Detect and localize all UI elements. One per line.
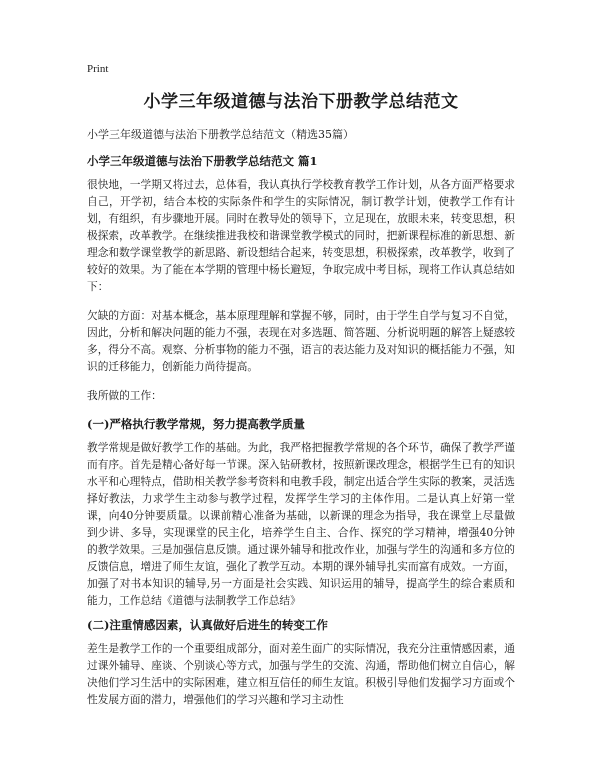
paragraph-teaching-routine: 教学常规是做好教学工作的基础。为此，我严格把握教学常规的各个环节，确保了教学严谨而有序。首先是精心备好每一节课。深入钻研教材，按照新课改理念，根据学生已有的知识水平和心理特点，借助相关教学参考资料和电教手段，制定出适合学生实际的教案，灵活选择好教法，力求学生主动参与教学过程，发挥学生学习的主体作用。二是认真上好第一堂课，向40分钟要质量。以课前精心准备为基础，以新课的理念为指导，我在课堂上尽量做到少讲、多导，实现课堂的民主化，培养学生自主、合作、探究的学习精神，增强40分钟的教学效果。三是加强信息反馈。通过课外辅导和批改作业，加强与学生的沟通和多方位的反馈信息，增进了师生友谊，强化了教学互动。本期的课外辅导扎实而富有成效。一方面，加强了对书本知识的辅导,另一方面是社会实践、知识运用的辅导，提高学生的综合素质和能力，工作总结《道德与法制教学工作总结》: [87, 441, 515, 607]
section-title: 小学三年级道德与法治下册教学总结范文 篇1: [87, 154, 318, 168]
subheading-emotional-factors: (二)注重情感因素，认真做好后进生的转变工作: [87, 618, 328, 632]
paragraph-emotional-factors: 差生是教学工作的一个重要组成部分，面对差生面广的实际情况，我充分注重情感因素，通过课外辅导、座谈、个别谈心等方式，加强与学生的交流、沟通，帮助他们树立自信心，解决他们学习生活中的实际困难，建立相互信任的师生友谊。积极引导他们发掘学习方面或个性发展方面的潜力，增强他们的学习兴趣和学习主动性: [87, 642, 515, 706]
paragraph-shortcomings: 欠缺的方面：对基本概念，基本原理理解和掌握不够，同时，由于学生自学与复习不自觉，因此，分析和解决问题的能力不强，表现在对多选题、简答题、分析说明题的解答上疑惑较多，得分不高。观察、分析事物的能力不强，语言的表达能力及对知识的概括能力不强，知识的迁移能力，创新能力尚待提高。: [87, 309, 515, 373]
subheading-teaching-routine: (一)严格执行教学常规，努力提高教学质量: [87, 417, 305, 431]
print-link[interactable]: Print: [87, 63, 109, 75]
page-title: 小学三年级道德与法治下册教学总结范文: [143, 92, 459, 112]
document-page: [87, 62, 515, 720]
document-subtitle: 小学三年级道德与法治下册教学总结范文（精选35篇）: [87, 128, 354, 141]
paragraph-work-done: 我所做的工作：: [87, 389, 162, 402]
paragraph-intro: 很快地，一学期又将过去，总体看，我认真执行学校教育教学工作计划，从各方面严格要求自己，开学初，结合本校的实际条件和学生的实际情况，制订教学计划，使教学工作有计划，有组织，有步骤地开展。同时在教导处的领导下，立足现在，放眼未来，转变思想，积极探索，改革教学。在继续推进我校和谐课堂教学模式的同时，把新课程标准的新思想、新理念和数学课堂教学的新思路、新设想结合起来，转变思想，积极探索，改革教学，收到了较好的效果。为了能在本学期的管理中杨长避短，争取完成中考目标，现将工作认真总结如下：: [87, 178, 515, 293]
